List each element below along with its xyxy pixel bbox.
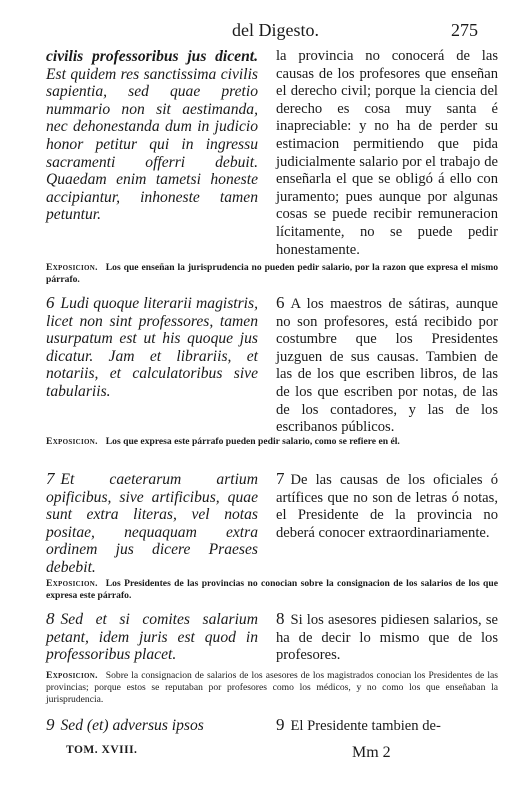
paragraph-number: 9 xyxy=(46,715,55,734)
spanish-text xyxy=(276,470,498,542)
page-number: 275 xyxy=(451,20,478,40)
exposicion-label: Exposicion. xyxy=(46,436,98,447)
section-6 xyxy=(46,294,498,434)
paragraph-number: 6 xyxy=(46,293,55,312)
exposicion-text: Los Presidentes de las provincias no conocian sobre la consignacion de los salarios de los que expresa este párrafo. xyxy=(46,578,498,601)
latin-text xyxy=(46,716,258,735)
latin-body: Ludi quoque literarii magistris, licet non sint professores, tamen usurpatum est ut his quoque jus dicatur. Jam et librariis, et notariis, et calculatoribus sive tabulariis. xyxy=(46,295,258,400)
paragraph-number: 8 xyxy=(46,609,55,628)
spanish-text xyxy=(276,610,498,665)
exposicion-2 xyxy=(46,436,498,448)
spanish-text xyxy=(276,716,498,736)
section-9 xyxy=(46,716,498,738)
latin-body: Sed et si comites salarium petant, idem juris est quod in professoribus placet. xyxy=(46,611,258,664)
latin-text xyxy=(46,294,258,401)
exposicion-text: Los que expresa este párrafo pueden pedir salario, como se refiere en él. xyxy=(105,436,400,447)
exposicion-4 xyxy=(46,670,498,706)
volume-label: TOM. XVIII. xyxy=(66,744,138,756)
signature-mark: Mm 2 xyxy=(352,744,391,761)
exposicion-3 xyxy=(46,578,498,602)
section-1 xyxy=(46,48,498,258)
latin-body: Sed (et) adversus ipsos xyxy=(60,717,204,734)
section-7 xyxy=(46,470,498,574)
paragraph-number: 7 xyxy=(276,469,285,488)
exposicion-1 xyxy=(46,262,498,286)
paragraph-number: 8 xyxy=(276,609,285,628)
section-8 xyxy=(46,610,498,666)
latin-lead: civilis professoribus jus dicent. xyxy=(46,48,258,65)
spanish-text xyxy=(276,294,498,437)
paragraph-number: 7 xyxy=(46,469,55,488)
spanish-body: A los maestros de sátiras, aunque no son profesores, está recibido por costumbre que los Presidentes juzguen de sus causas. Tambien de las de los que escriben libros, de las de los que escriben por notas, de las de los contadores, y las de los escribanos públicos. xyxy=(276,296,498,436)
latin-body: Et caeterarum artium opificibus, sive artificibus, quae sunt extra literas, vel notas positae, nequaquam extra ordinem jus dicere Praeses debebit. xyxy=(46,471,258,576)
page-header xyxy=(0,20,532,44)
exposicion-label: Exposicion. xyxy=(46,670,98,681)
paragraph-number: 9 xyxy=(276,715,285,734)
latin-body: Est quidem res sanctissima civilis sapientia, sed quae pretio nummario non sit aestimanda, nec dehonestanda dum in judicio honor petitur qui in ingressu sacramenti offerri debuit. Quaedam enim tametsi honeste accipiantur, inhoneste tamen petuntur. xyxy=(46,65,258,224)
latin-text xyxy=(46,610,258,664)
spanish-body: Si los asesores pidiesen salarios, se ha de decir lo mismo que de los profesores. xyxy=(276,612,498,664)
exposicion-text: Los que enseñan la jurisprudencia no pueden pedir salario, por la razon que expresa el mismo párrafo. xyxy=(46,262,498,285)
spanish-text: la provincia no conocerá de las causas de los profesores que enseñan el derecho civil; porque la ciencia del derecho es cosa muy santa é inapreciable: y no ha de perder su estimacion permitiendo que pida judicialmente salario por el trabajo de enseñarla el que se obligó á ello con juramento; pues aunque por algunas cosas se puede recibir remuneracion lícitamente, no se puede pedir honestamente. xyxy=(276,48,498,258)
paragraph-number: 6 xyxy=(276,293,285,312)
exposicion-label: Exposicion. xyxy=(46,262,98,273)
running-title: del Digesto. xyxy=(232,20,319,40)
spanish-body: El Presidente tambien de- xyxy=(290,718,441,734)
spanish-body: De las causas de los oficiales ó artífices que no son de letras ó notas, el Presidente de la provincia no deberá conocer extraordinariamente. xyxy=(276,472,498,541)
latin-text xyxy=(46,470,258,577)
exposicion-text: Sobre la consignacion de salarios de los asesores de los magistrados conocian los Presidentes de las provincias; porque estos se reputaban por profesores como los médicos, y no como los que enseñaban la jurisprudencia. xyxy=(46,670,498,705)
exposicion-label: Exposicion. xyxy=(46,578,98,589)
latin-text xyxy=(46,48,258,224)
